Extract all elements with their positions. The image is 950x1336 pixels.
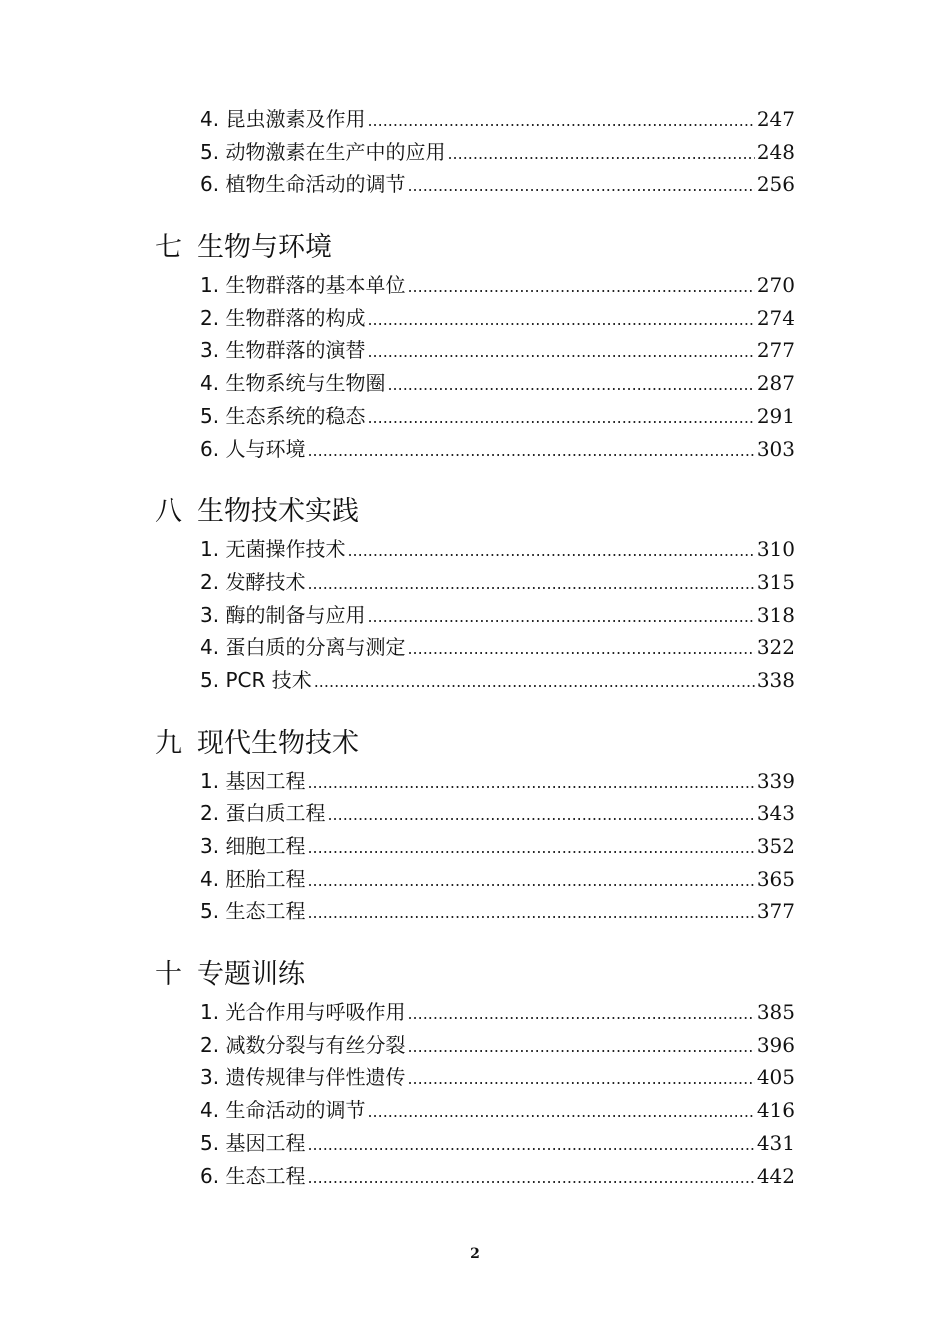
- toc-entry-page: 318: [756, 602, 795, 627]
- toc-entry: [155, 765, 795, 798]
- toc-entry: [155, 797, 795, 830]
- toc-entry: [155, 168, 795, 201]
- toc-entry-page: 248: [756, 139, 795, 164]
- toc-entry-page: 416: [756, 1098, 795, 1123]
- section-heading: [155, 491, 795, 533]
- section-number: 十: [155, 959, 182, 991]
- toc-entry-page: 315: [756, 569, 795, 594]
- toc-entry: [155, 433, 795, 466]
- dot-leader: [367, 601, 754, 634]
- toc-entry-page: 365: [756, 866, 795, 891]
- dot-leader: [407, 633, 754, 666]
- section-heading: [155, 227, 795, 269]
- section-title: 专题训练: [197, 959, 305, 991]
- toc-entry-label: 6. 人与环境: [200, 436, 306, 461]
- dot-leader: [407, 1063, 754, 1096]
- dot-leader: [307, 897, 754, 930]
- dot-leader: [307, 1162, 754, 1195]
- toc-entry-page: 396: [756, 1032, 795, 1057]
- dot-leader: [367, 304, 754, 337]
- toc-entry-label: 5. 生态系统的稳态: [200, 403, 366, 428]
- toc-entry-page: 431: [756, 1130, 795, 1155]
- toc-entry-page: 256: [756, 172, 795, 197]
- dot-leader: [367, 105, 754, 138]
- toc-entry-label: 4. 生物系统与生物圈: [200, 371, 386, 396]
- toc-entry-page: 291: [756, 403, 795, 428]
- toc-entry-page: 339: [756, 768, 795, 793]
- dot-leader: [307, 767, 754, 800]
- toc-entry-label: 2. 发酵技术: [200, 569, 306, 594]
- toc-entry: [155, 599, 795, 632]
- toc-entry-label: 3. 生物群落的演替: [200, 338, 366, 363]
- dot-leader: [447, 138, 754, 171]
- toc-entry-page: 377: [756, 899, 795, 924]
- dot-leader: [307, 568, 754, 601]
- dot-leader: [407, 170, 754, 203]
- toc-entry-label: 2. 蛋白质工程: [200, 801, 326, 826]
- toc-entry-label: 1. 无菌操作技术: [200, 537, 346, 562]
- toc-entry-label: 3. 酶的制备与应用: [200, 602, 366, 627]
- section-title: 生物与环境: [197, 232, 332, 264]
- dot-leader: [367, 1096, 754, 1129]
- toc-entry-label: 4. 蛋白质的分离与测定: [200, 635, 406, 660]
- toc-entry-label: 4. 昆虫激素及作用: [200, 107, 366, 131]
- dot-leader: [327, 799, 754, 832]
- page-number: 2: [470, 1246, 480, 1262]
- section-number: 七: [155, 232, 182, 264]
- toc-entry: [155, 103, 795, 136]
- toc-continued-section: [155, 103, 795, 201]
- toc-entry-page: 405: [756, 1065, 795, 1090]
- toc-entry-page: 277: [756, 338, 795, 363]
- toc-section-10: [155, 954, 795, 1192]
- toc-entry: [155, 334, 795, 367]
- toc-entry: [155, 996, 795, 1029]
- toc-entry-page: 247: [756, 107, 795, 131]
- toc-entry-page: 322: [756, 635, 795, 660]
- toc-entry: [155, 136, 795, 169]
- dot-leader: [407, 1031, 754, 1064]
- dot-leader: [367, 336, 754, 369]
- toc-entry-label: 4. 生命活动的调节: [200, 1098, 366, 1123]
- toc-entry: [155, 533, 795, 566]
- dot-leader: [307, 832, 754, 865]
- toc-entry-page: 385: [756, 1000, 795, 1025]
- dot-leader: [407, 271, 754, 304]
- toc-entry: [155, 1094, 795, 1127]
- toc-entry: [155, 400, 795, 433]
- section-title: 现代生物技术: [197, 727, 359, 759]
- table-of-contents: [155, 103, 795, 1192]
- toc-entry-label: 6. 植物生命活动的调节: [200, 172, 406, 197]
- dot-leader: [347, 535, 754, 568]
- section-number: 八: [155, 496, 182, 528]
- toc-entry-label: 1. 基因工程: [200, 768, 306, 793]
- toc-entry-page: 310: [756, 537, 795, 562]
- toc-entry: [155, 1029, 795, 1062]
- dot-leader: [307, 435, 754, 468]
- toc-entry: [155, 566, 795, 599]
- toc-entry-page: 274: [756, 305, 795, 330]
- toc-entry-label: 5. PCR 技术: [200, 667, 312, 692]
- dot-leader: [407, 998, 754, 1031]
- toc-entry: [155, 664, 795, 697]
- toc-entry-label: 5. 动物激素在生产中的应用: [200, 139, 446, 164]
- toc-section-9: [155, 723, 795, 928]
- toc-entry-label: 5. 基因工程: [200, 1130, 306, 1155]
- section-heading: [155, 954, 795, 996]
- toc-entry: [155, 863, 795, 896]
- toc-entry: [155, 830, 795, 863]
- toc-entry: [155, 302, 795, 335]
- toc-entry-label: 2. 减数分裂与有丝分裂: [200, 1032, 406, 1057]
- section-title: 生物技术实践: [197, 496, 359, 528]
- toc-entry-page: 338: [756, 667, 795, 692]
- toc-entry-label: 3. 细胞工程: [200, 834, 306, 858]
- section-number: 九: [155, 727, 182, 759]
- dot-leader: [307, 1129, 754, 1162]
- toc-entry-label: 1. 生物群落的基本单位: [200, 273, 406, 298]
- toc-entry-label: 3. 遗传规律与伴性遗传: [200, 1065, 406, 1090]
- toc-section-8: [155, 491, 795, 696]
- toc-entry-page: 270: [756, 273, 795, 298]
- toc-entry-page: 287: [756, 371, 795, 396]
- dot-leader: [314, 666, 755, 699]
- dot-leader: [387, 369, 754, 402]
- toc-entry: [155, 631, 795, 664]
- toc-entry-page: 343: [756, 801, 795, 826]
- dot-leader: [367, 402, 754, 435]
- toc-entry-label: 6. 生态工程: [200, 1163, 306, 1188]
- toc-entry-label: 4. 胚胎工程: [200, 866, 306, 891]
- toc-entry-label: 1. 光合作用与呼吸作用: [200, 1000, 406, 1025]
- toc-entry: [155, 269, 795, 302]
- toc-entry: [155, 367, 795, 400]
- toc-entry-label: 5. 生态工程: [200, 899, 306, 924]
- dot-leader: [307, 865, 754, 898]
- toc-section-7: [155, 227, 795, 465]
- section-heading: [155, 723, 795, 765]
- toc-entry: [155, 1160, 795, 1193]
- toc-entry: [155, 1061, 795, 1094]
- toc-entry-page: 442: [756, 1163, 795, 1188]
- toc-entry-label: 2. 生物群落的构成: [200, 305, 366, 330]
- toc-entry: [155, 1127, 795, 1160]
- toc-entry: [155, 895, 795, 928]
- toc-entry-page: 352: [756, 834, 795, 858]
- toc-entry-page: 303: [756, 436, 795, 461]
